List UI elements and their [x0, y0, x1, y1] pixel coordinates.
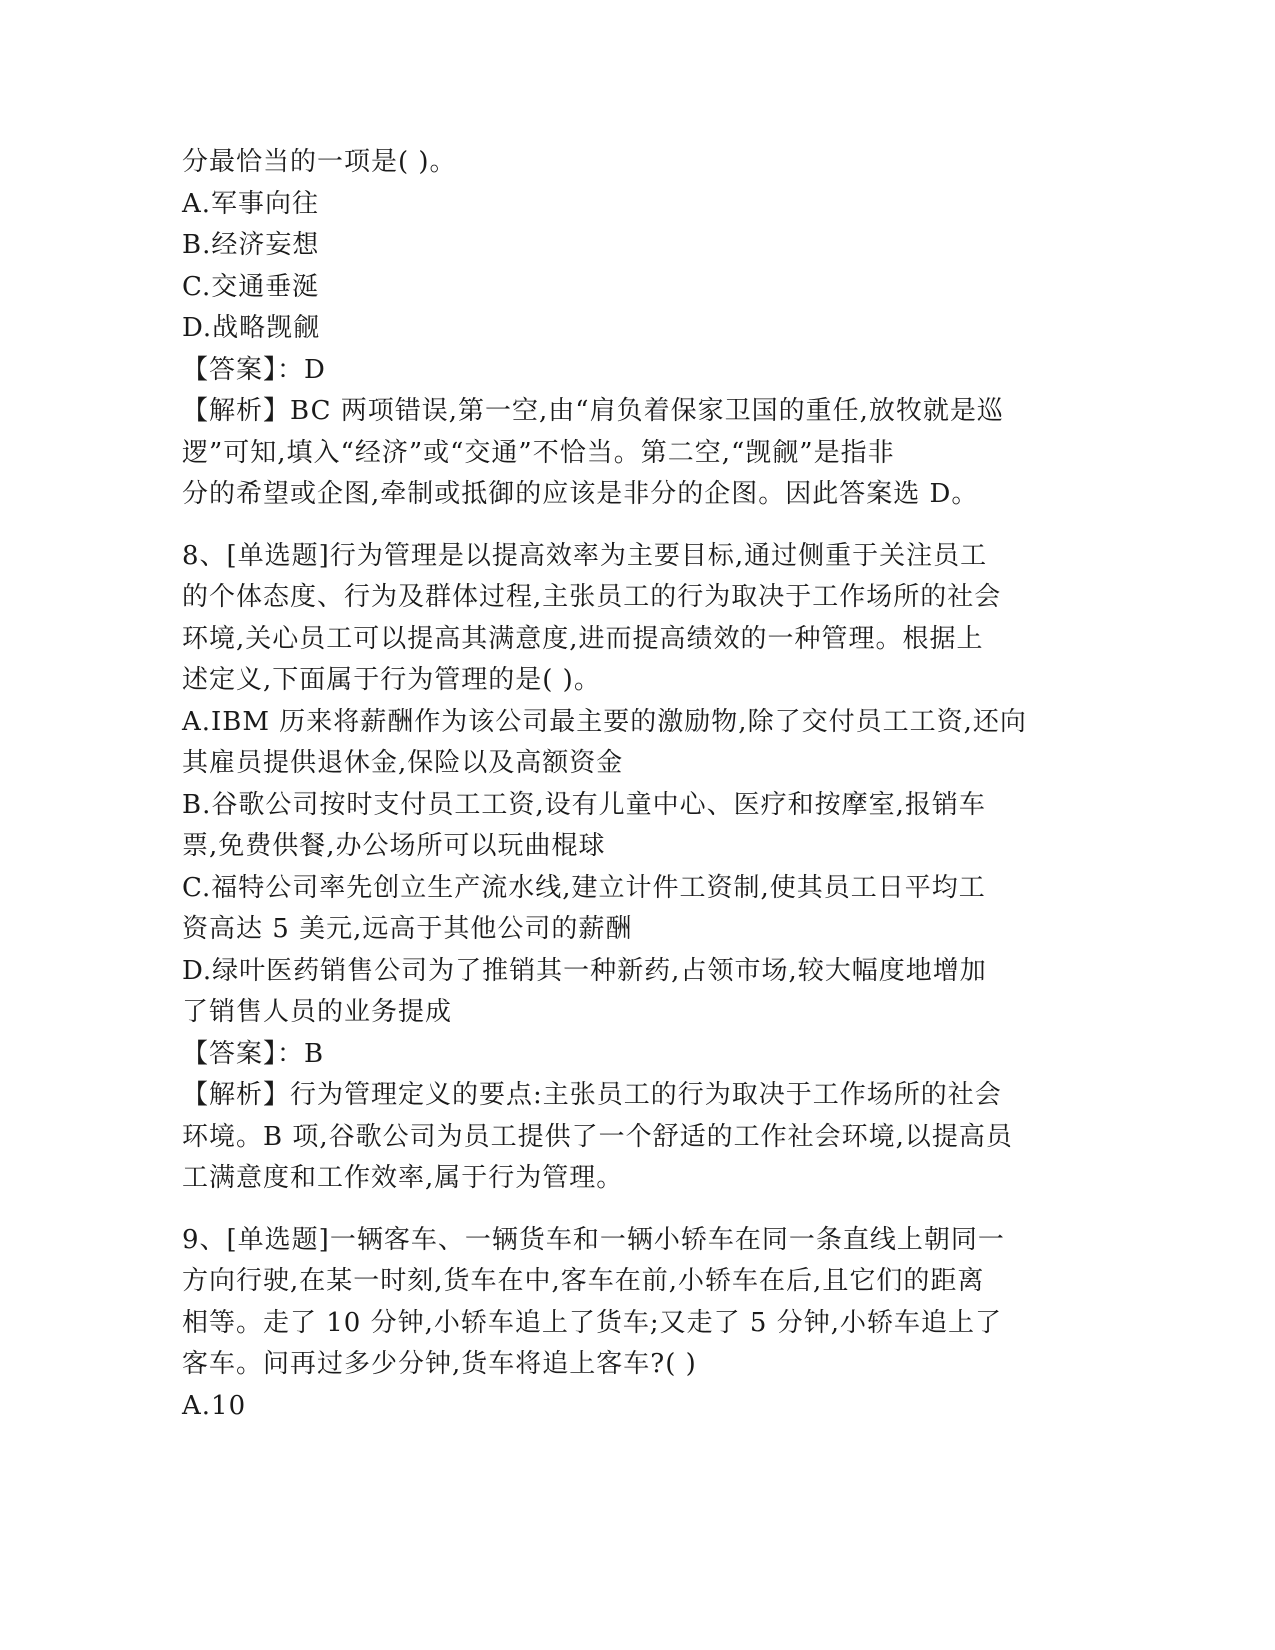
answer-line: 【答案】：D	[182, 354, 326, 385]
question-7-tail	[182, 142, 1082, 516]
question-9	[182, 1220, 1082, 1428]
question-stem-line: 相等。走了 10 分钟,小轿车追上了货车;又走了 5 分钟,小轿车追上了	[182, 1307, 1002, 1338]
option-b: B.谷歌公司按时支付员工工资,设有儿童中心、医疗和按摩室,报销车	[182, 789, 986, 820]
option-d: D.绿叶医药销售公司为了推销其一种新药,占领市场,较大幅度地增加	[182, 955, 987, 986]
option-b: B.经济妄想	[182, 230, 320, 260]
option-a: A.IBM 历来将薪酬作为该公司最主要的激励物,除了交付员工工资,还向	[182, 706, 1027, 737]
analysis-line: 分的希望或企图,牵制或抵御的应该是非分的企图。因此答案选 D。	[182, 479, 979, 509]
option-a-cont: 其雇员提供退休金,保险以及高额资金	[182, 748, 624, 778]
analysis-line: 环境。B 项,谷歌公司为员工提供了一个舒适的工作社会环境,以提高员	[182, 1121, 1013, 1152]
option-d: D.战略觊觎	[182, 313, 321, 343]
option-c: C.福特公司率先创立生产流水线,建立计件工资制,使其员工日平均工	[182, 872, 986, 903]
question-stem-line: 9、[单选题]一辆客车、一辆货车和一辆小轿车在同一条直线上朝同一	[182, 1224, 1005, 1255]
analysis-line: 【解析】行为管理定义的要点:主张员工的行为取决于工作场所的社会	[182, 1080, 1002, 1110]
option-a: A.军事向往	[182, 188, 320, 219]
option-d-cont: 了销售人员的业务提成	[182, 997, 453, 1027]
question-stem-line: 分最恰当的一项是( )。	[182, 147, 457, 177]
question-8	[182, 536, 1082, 1200]
question-stem-line: 述定义,下面属于行为管理的是( )。	[182, 665, 601, 695]
option-c-cont: 资高达 5 美元,远高于其他公司的薪酬	[182, 914, 633, 944]
document-page	[182, 142, 1082, 1427]
analysis-line: 工满意度和工作效率,属于行为管理。	[182, 1163, 624, 1193]
question-stem-line: 的个体态度、行为及群体过程,主张员工的行为取决于工作场所的社会	[182, 582, 1002, 612]
question-separator	[182, 1200, 1082, 1220]
option-a: A.10	[182, 1390, 247, 1421]
analysis-line: 【解析】BC 两项错误,第一空,由“肩负着保家卫国的重任,放牧就是巡	[182, 396, 1004, 426]
question-stem-line: 8、[单选题]行为管理是以提高效率为主要目标,通过侧重于关注员工	[182, 540, 988, 571]
question-separator	[182, 516, 1082, 536]
question-stem-line: 方向行驶,在某一时刻,货车在中,客车在前,小轿车在后,且它们的距离	[182, 1266, 985, 1296]
question-stem-line: 环境,关心员工可以提高其满意度,进而提高绩效的一种管理。根据上	[182, 623, 984, 654]
option-b-cont: 票,免费供餐,办公场所可以玩曲棍球	[182, 831, 606, 861]
analysis-line: 逻”可知,填入“经济”或“交通”不恰当。第二空,“觊觎”是指非	[182, 437, 895, 468]
question-stem-line: 客车。问再过多少分钟,货车将追上客车?( )	[182, 1349, 697, 1379]
answer-line: 【答案】：B	[182, 1038, 325, 1069]
option-c: C.交通垂涎	[182, 271, 320, 302]
